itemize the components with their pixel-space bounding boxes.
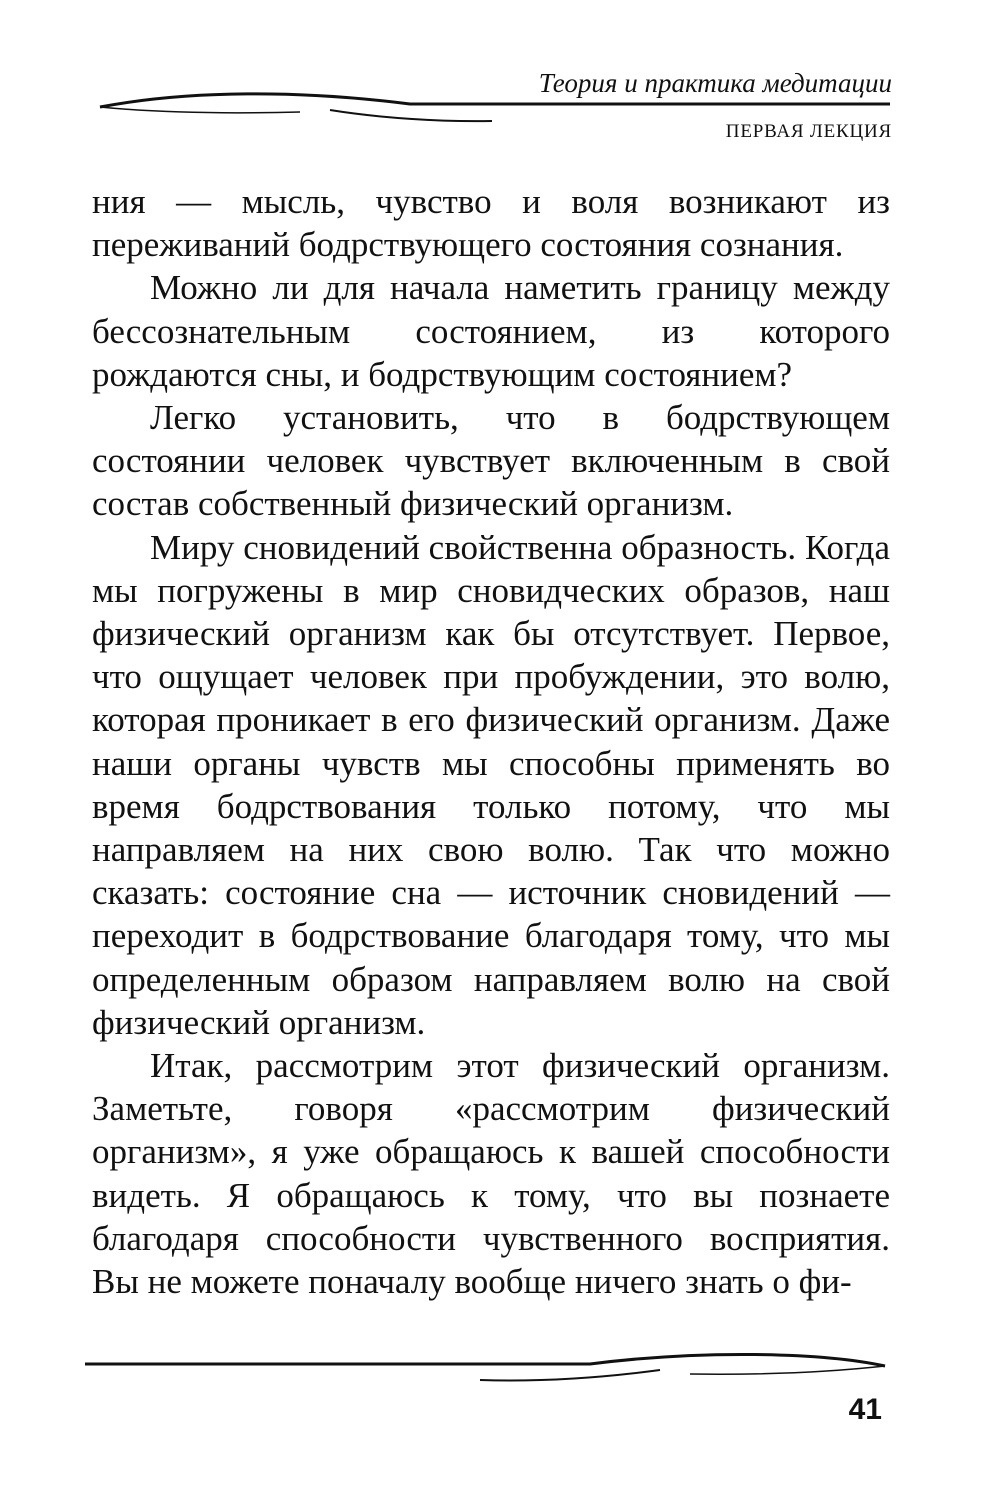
- chapter-label: ПЕРВАЯ ЛЕКЦИЯ: [725, 121, 892, 142]
- body-text: [92, 180, 890, 1303]
- footer-ornamental-rule: [0, 1342, 1000, 1392]
- paragraph: Легко установить, что в бодрствующем состоянии человек чувствует включенным в свой состав собственный физический организм.: [92, 398, 890, 524]
- page-number: 41: [848, 1393, 882, 1426]
- paragraph: Можно ли для начала наметить границу между бессознательным состоянием, из которого рождаются сны, и бодрствующим состоянием?: [92, 268, 890, 394]
- paragraph: Итак, рассмотрим этот физический организм. Заметьте, говоря «рассмотрим физический организм», я уже обращаюсь к вашей способности видеть. Я обращаюсь к тому, что вы познаете благодаря способности чувственного восприятия. Вы не можете поначалу вообще ничего знать о фи-: [92, 1046, 890, 1302]
- running-title: Теория и практика медитации: [538, 68, 892, 98]
- paragraph: Миру сновидений свойственна образность. Когда мы погружены в мир сновидческих образов, наш физический организм как бы отсутствует. Первое, что ощущает человек при пробуждении, это волю, которая проникает в его физический организм. Даже наши органы чувств мы способны применять во время бодрствования только потому, что мы направляем на них свою волю. Так что можно сказать: состояние сна — источник сновидений — переходит в бодрствование благодаря тому, что мы определенным образом направляем волю на свой физический организм.: [92, 527, 890, 1042]
- paragraph: ния — мысль, чувство и воля возникают из переживаний бодрствующего состояния сознания.: [92, 182, 890, 265]
